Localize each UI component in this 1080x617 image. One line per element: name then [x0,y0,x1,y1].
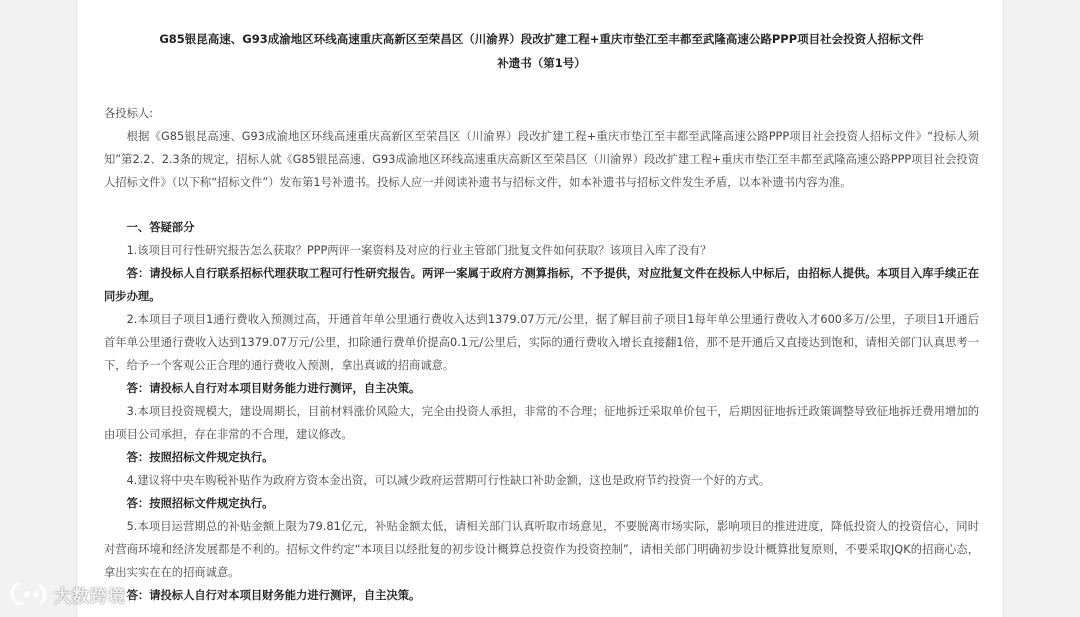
question-1: 1.该项目可行性研究报告怎么获取？PPP两评一案资料及对应的行业主管部门批复文件如何获取？该项目入库了没有？ [126,244,712,257]
document-title: G85银昆高速、G93成渝地区环线高速重庆高新区至荣昌区（川渝界）段改扩建工程+重庆市垫江至丰都至武隆高速公路PPP项目社会投资人招标文件 [159,32,924,46]
intro-paragraph: 根据《G85银昆高速、G93成渝地区环线高速重庆高新区至荣昌区（川渝界）段改扩建工程+重庆市垫江至丰都至武隆高速公路PPP项目社会投资人招标文件》“投标人须知”第2.2、2.3条的规定，招标人就《G85银昆高速、G93成渝地区环线高速重庆高新区至荣昌区（川渝界）段改扩建工程+重庆市垫江至丰都至武隆高速公路PPP项目社会投资人招标文件》（以下称“招标文件”）发布第1号补遗书。投标人应一并阅读补遗书与招标文件，如本补遗书与招标文件发生矛盾，以本补遗书内容为准。 [104,130,979,189]
question-2: 2.本项目子项目1通行费收入预测过高，开通首年单公里通行费收入达到1379.07万元/公里，据了解目前子项目1每年单公里通行费收入才600多万/公里，子项目1开通后首年单公里通行费收入达到1379.07万元/公里，扣除通行费单价提高0.1元/公里后，实际的通行费收入增长直接翻1倍，那不是开通后又直接达到饱和，请相关部门认真思考一下，给予一个客观公正合理的通行费收入预测，拿出真诚的招商诚意。 [104,313,979,372]
answer-5: 答：请投标人自行对本项目财务能力进行测评，自主决策。 [126,589,421,602]
brand-logo-icon [8,580,48,608]
question-3: 3.本项目投资规模大，建设周期长，目前材料涨价风险大，完全由投资人承担，非常的不合理；征地拆迁采取单价包干，后期因征地拆迁政策调整导致征地拆迁费用增加的由项目公司承担，存在非常的不合理，建议修改。 [104,405,979,441]
answer-2: 答：请投标人自行对本项目财务能力进行测评，自主决策。 [126,382,421,395]
watermark [8,580,126,608]
answer-4: 答：按照招标文件规定执行。 [126,497,274,510]
salutation: 各投标人: [104,107,153,120]
document-page [76,0,1004,617]
section-heading: 一、答疑部分 [126,221,195,234]
watermark-text: 大数跨境 [54,586,126,607]
document-subtitle: 补遗书（第1号） [497,56,586,70]
question-4: 4.建议将中央车购税补贴作为政府方资本金出资，可以减少政府运营期可行性缺口补助金额，这也是政府节约投资一个好的方式。 [126,474,771,487]
answer-1: 答：请投标人自行联系招标代理获取工程可行性研究报告。两评一案属于政府方测算指标，不予提供，对应批复文件在投标人中标后，由招标人提供。本项目入库手续正在同步办理。 [104,267,979,303]
answer-3: 答：按照招标文件规定执行。 [126,451,274,464]
question-5: 5.本项目运营期总的补贴金额上限为79.81亿元，补贴金额太低，请相关部门认真听取市场意见，不要脱离市场实际，影响项目的推进进度，降低投资人的投资信心，同时对营商环境和经济发展都是不利的。招标文件约定“本项目以经批复的初步设计概算总投资作为投资控制”，请相关部门明确初步设计概算批复原则，不要采取JQK的招商心态，拿出实实在在的招商诚意。 [104,520,979,579]
